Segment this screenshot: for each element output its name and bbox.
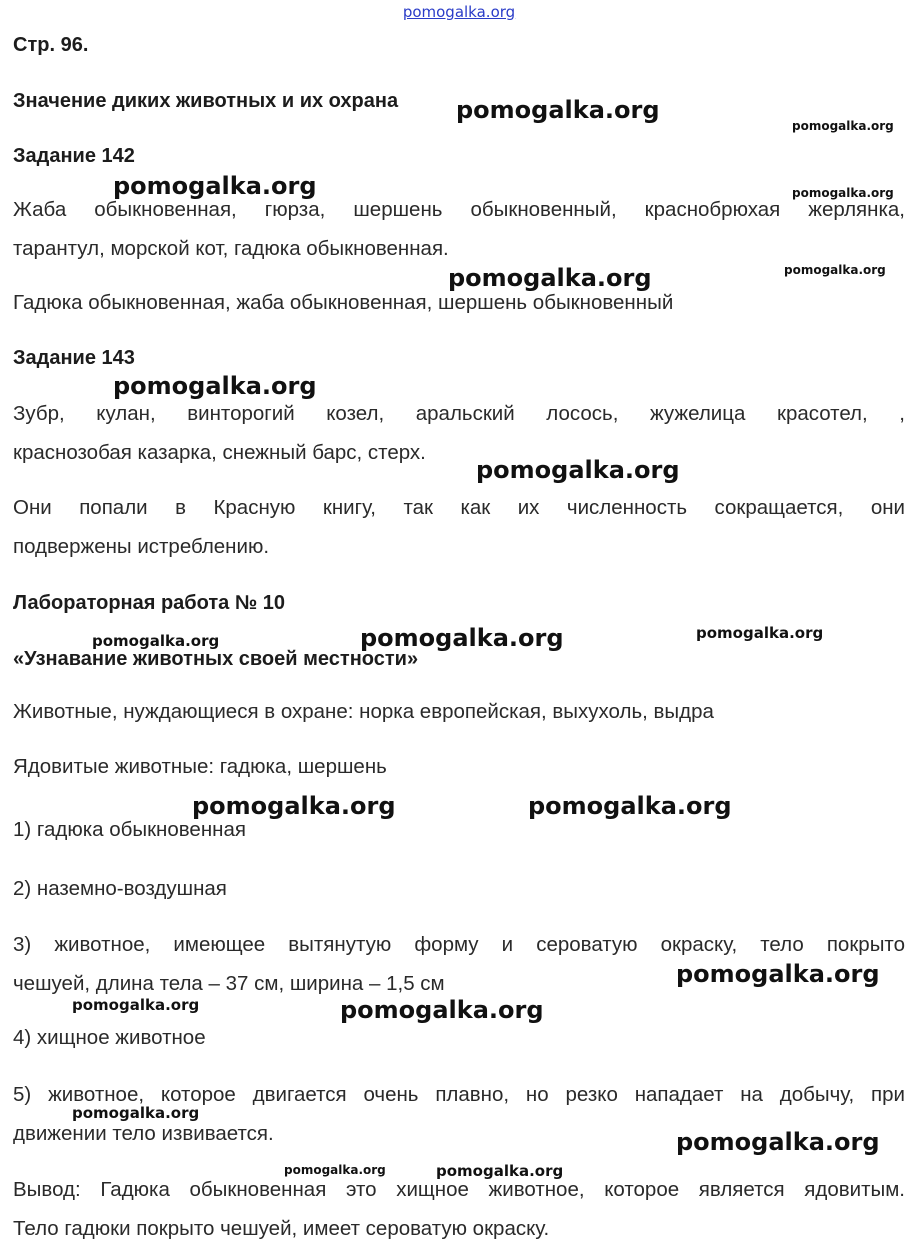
watermark: pomogalka.org [792,186,894,200]
lab-item-5-line-1: 5) животное, которое двигается очень плавно, но резко нападает на добычу, при [13,1083,905,1106]
lab-title: «Узнавание животных своей местности» [13,648,419,670]
watermark: pomogalka.org [436,1162,564,1180]
watermark: pomogalka.org [784,263,886,277]
task-142-line-1: Жаба обыкновенная, гюрза, шершень обыкновенный, краснобрюхая жерлянка, [13,198,905,221]
lab-item-4: 4) хищное животное [13,1026,206,1049]
lab-item-3-line-2: чешуей, длина тела – 37 см, ширина – 1,5 см [13,972,445,995]
lab-item-3-line-1: 3) животное, имеющее вытянутую форму и сероватую окраску, тело покрыто [13,933,905,956]
section-title: Значение диких животных и их охрана [13,90,399,112]
watermark: pomogalka.org [476,456,680,484]
lab-item-2: 2) наземно-воздушная [13,877,227,900]
watermark: pomogalka.org [340,996,544,1024]
watermark: pomogalka.org [113,172,317,200]
lab-poisonous-animals: Ядовитые животные: гадюка, шершень [13,755,387,778]
watermark: pomogalka.org [360,624,564,652]
watermark: pomogalka.org [676,960,880,988]
task-143-line-2: краснозобая казарка, снежный барс, стерх. [13,441,426,464]
conclusion-line-1: Вывод: Гадюка обыкновенная это хищное животное, которое является ядовитым. [13,1178,905,1201]
task-143-line-3: Они попали в Красную книгу, так как их численность сокращается, они [13,496,905,519]
lab-item-1: 1) гадюка обыкновенная [13,818,246,841]
top-site-link[interactable]: pomogalka.org [402,3,516,21]
task-142-heading: Задание 142 [13,145,135,167]
task-142-answer: Гадюка обыкновенная, жаба обыкновенная, шершень обыкновенный [13,291,674,314]
watermark: pomogalka.org [284,1163,386,1177]
watermark: pomogalka.org [696,624,824,642]
watermark: pomogalka.org [676,1128,880,1156]
watermark: pomogalka.org [792,119,894,133]
page-number: Стр. 96. [13,34,89,56]
watermark: pomogalka.org [456,96,660,124]
watermark: pomogalka.org [72,996,200,1014]
lab-protected-animals: Животные, нуждающиеся в охране: норка европейская, выхухоль, выдра [13,700,714,723]
conclusion-line-2: Тело гадюки покрыто чешуей, имеет сероватую окраску. [13,1217,550,1240]
watermark: pomogalka.org [113,372,317,400]
watermark: pomogalka.org [528,792,732,820]
watermark: pomogalka.org [72,1104,200,1122]
task-143-heading: Задание 143 [13,347,135,369]
lab-item-5-line-2: движении тело извивается. [13,1122,274,1145]
task-143-line-4: подвержены истреблению. [13,535,270,558]
task-143-line-1: Зубр, кулан, винторогий козел, аральский лосось, жужелица красотел, , [13,402,905,425]
task-142-line-2: тарантул, морской кот, гадюка обыкновенная. [13,237,449,260]
lab-heading: Лабораторная работа № 10 [13,592,285,614]
watermark: pomogalka.org [192,792,396,820]
watermark: pomogalka.org [448,264,652,292]
watermark: pomogalka.org [92,632,220,650]
